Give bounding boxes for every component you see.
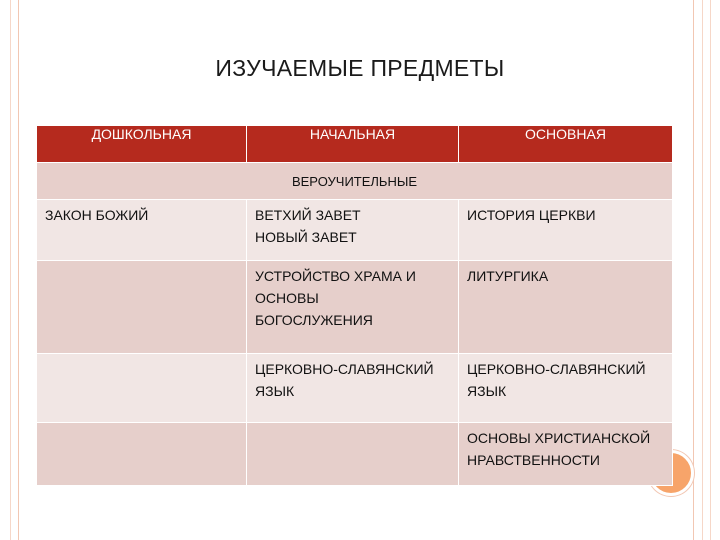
table-cell: ЗАКОН БОЖИЙ [37, 200, 247, 261]
table-cell: ЦЕРКОВНО-СЛАВЯНСКИЙ ЯЗЫК [247, 354, 459, 423]
subjects-table [36, 125, 673, 486]
table-row [37, 261, 673, 354]
header-basic: ОСНОВНАЯ [459, 126, 673, 163]
table-cell [247, 423, 459, 486]
table-cell: ВЕТХИЙ ЗАВЕТ НОВЫЙ ЗАВЕТ [247, 200, 459, 261]
slide-title: ИЗУЧАЕМЫЕ ПРЕДМЕТЫ [215, 55, 505, 81]
table-cell [37, 423, 247, 486]
table-cell: ЦЕРКОВНО-СЛАВЯНСКИЙ ЯЗЫК [459, 354, 673, 423]
header-primary: НАЧАЛЬНАЯ [247, 126, 459, 163]
table-cell: УСТРОЙСТВО ХРАМА И ОСНОВЫ БОГОСЛУЖЕНИЯ [247, 261, 459, 354]
table-row [37, 200, 673, 261]
table-row [37, 423, 673, 486]
table-row [37, 354, 673, 423]
section-row [37, 163, 673, 200]
table-cell: ОСНОВЫ ХРИСТИАНСКОЙ НРАВСТВЕННОСТИ [459, 423, 673, 486]
table-header-row [37, 126, 673, 163]
table-cell: ЛИТУРГИКА [459, 261, 673, 354]
table-cell: ИСТОРИЯ ЦЕРКВИ [459, 200, 673, 261]
table-cell [37, 261, 247, 354]
table-cell [37, 354, 247, 423]
section-label: ВЕРОУЧИТЕЛЬНЫЕ [37, 163, 673, 200]
header-preschool: ДОШКОЛЬНАЯ [37, 126, 247, 163]
